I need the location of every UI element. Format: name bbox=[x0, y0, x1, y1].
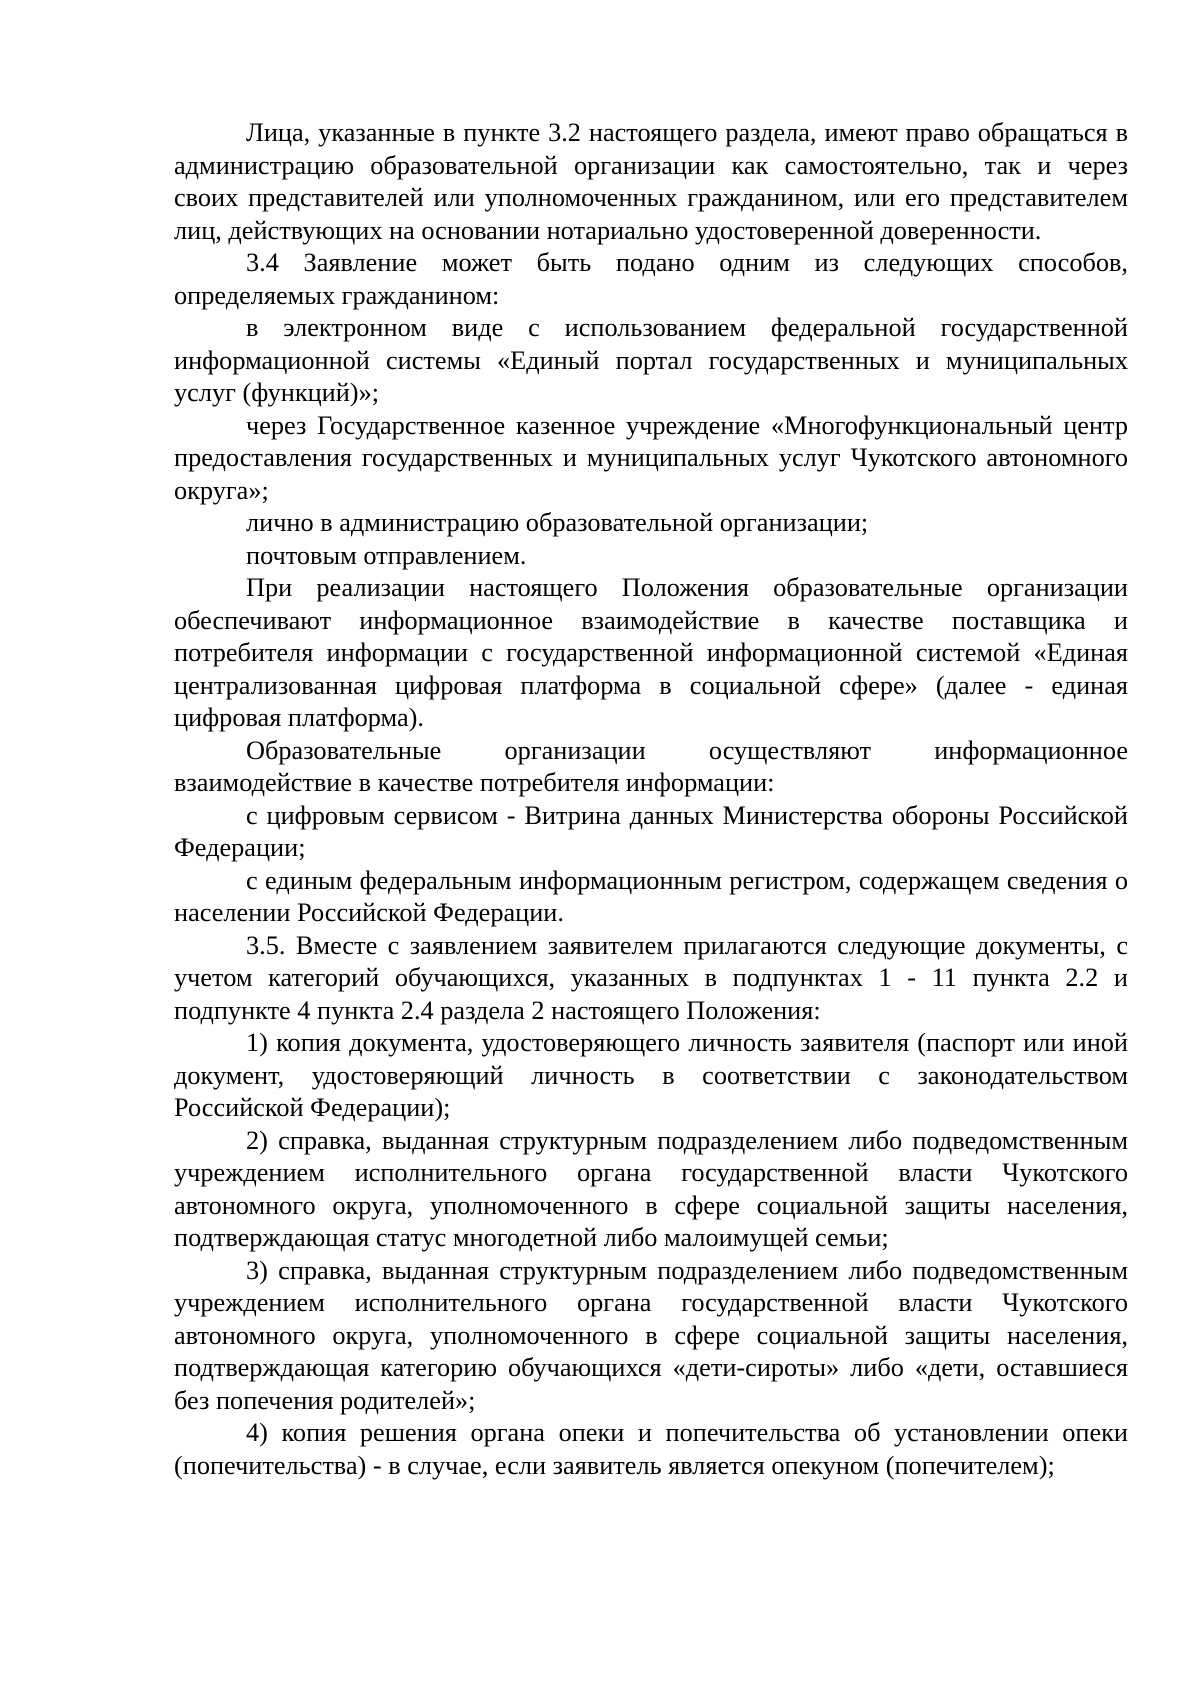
document-body bbox=[174, 117, 1128, 1482]
paragraph-attached-documents: 3.5. Вместе с заявлением заявителем прилагаются следующие документы, с учетом категорий обучающихся, указанных в подпунктах 1 - 11 пункта 2.2 и подпункте 4 пункта 2.4 раздела 2 настоящего Положения: bbox=[174, 930, 1128, 1025]
paragraph-population-register: с единым федеральным информационным регистром, содержащем сведения о населении Российской Федерации. bbox=[174, 865, 1128, 927]
paragraph-submission-methods: 3.4 Заявление может быть подано одним из следующих способов, определяемых гражданином: bbox=[174, 248, 1128, 310]
paragraph-electronic-portal: в электронном виде с использованием федеральной государственной информационной системы «Единый портал государственных и муниципальных услуг (функций)»; bbox=[174, 313, 1128, 407]
paragraph-defense-ministry-service: с цифровым сервисом - Витрина данных Министерства обороны Российской Федерации; bbox=[174, 800, 1128, 862]
paragraph-in-person: лично в администрацию образовательной организации; bbox=[246, 508, 869, 537]
list-item-guardianship-decision: 4) копия решения органа опеки и попечительства об установлении опеки (попечительства) - в случае, если заявитель является опекуном (попечителем); bbox=[174, 1418, 1128, 1480]
paragraph-representatives: Лица, указанные в пункте 3.2 настоящего раздела, имеют право обращаться в администрацию образовательной организации как самостоятельно, так и через своих представителей или уполномоченных гражданином, или его представителем лиц, действующих на основании нотариально удостоверенной доверенности. bbox=[174, 118, 1128, 245]
list-item-identity-document: 1) копия документа, удостоверяющего личность заявителя (паспорт или иной документ, удостоверяющий личность в соответствии с законодательством Российской Федерации); bbox=[174, 1028, 1128, 1122]
paragraph-mfc: через Государственное казенное учреждение «Многофункциональный центр предоставления государственных и муниципальных услуг Чукотского автономного округа»; bbox=[174, 410, 1128, 505]
list-item-orphan-certificate: 3) справка, выданная структурным подразделением либо подведомственным учреждением исполнительного органа государственной власти Чукотского автономного округа, уполномоченного в сфере социальной защиты населения, подтверждающая категорию обучающихся «дети-сироты» либо «дети, оставшиеся без попечения родителей»; bbox=[174, 1255, 1128, 1415]
list-item-large-family-certificate: 2) справка, выданная структурным подразделением либо подведомственным учреждением исполнительного органа государственной власти Чукотского автономного округа, уполномоченного в сфере социальной защиты населения, подтверждающая статус многодетной либо малоимущей семьи; bbox=[174, 1125, 1128, 1252]
paragraph-by-mail: почтовым отправлением. bbox=[246, 540, 527, 570]
paragraph-information-consumer: Образовательные организации осуществляют информационное взаимодействие в качестве потребителя информации: bbox=[174, 735, 1128, 797]
paragraph-digital-platform: При реализации настоящего Положения образовательные организации обеспечивают информационное взаимодействие в качестве поставщика и потребителя информации с государственной информационной системой «Единая централизованная цифровая платформа в социальной сфере» (далее - единая цифровая платформа). bbox=[174, 573, 1128, 732]
